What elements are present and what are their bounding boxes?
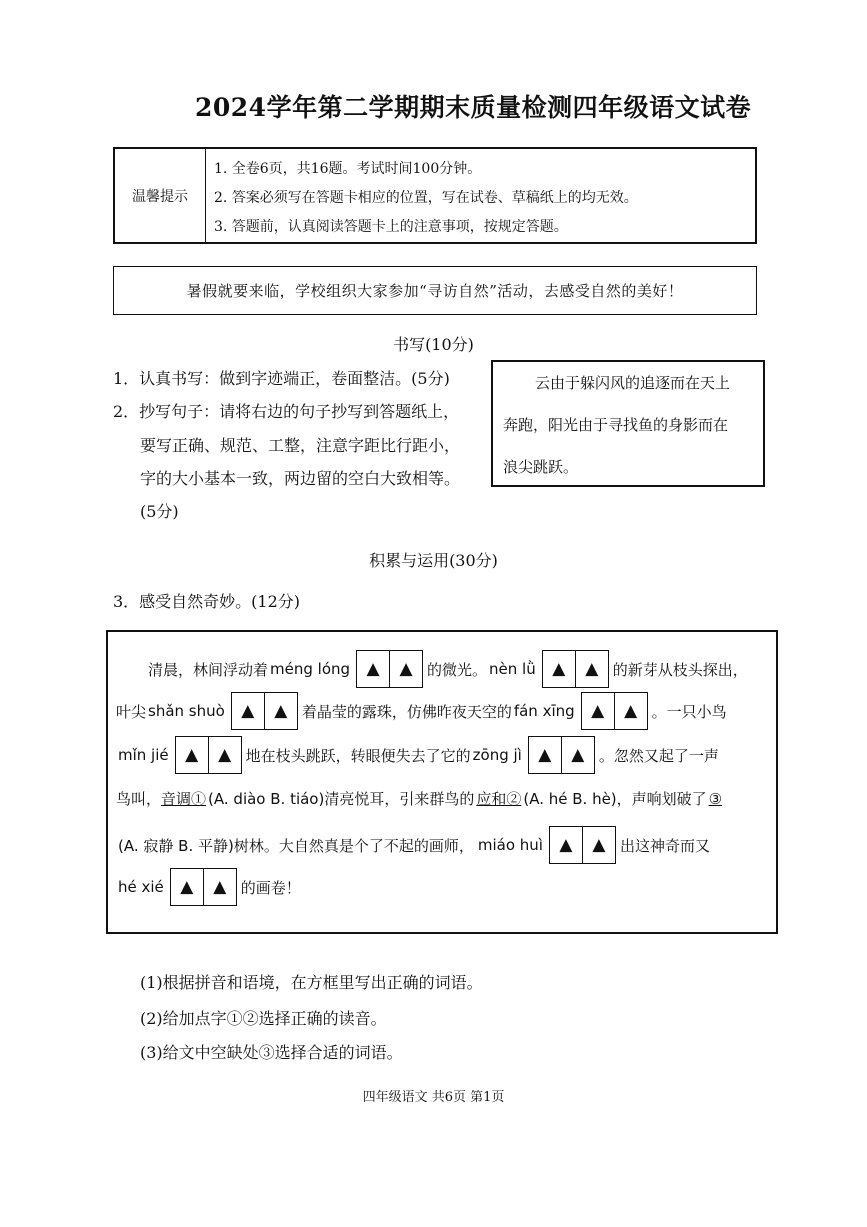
pinyin: fán xīng: [513, 702, 575, 720]
passage-text: 的新芽从枝头探出，: [612, 660, 748, 679]
triangle-icon: ▲: [582, 827, 615, 863]
sample-line: 奔跑，阳光由于寻找鱼的身影而在: [503, 416, 729, 434]
passage-text: 着晶莹的露珠，仿佛昨夜天空的: [301, 702, 512, 721]
question-2-line: 字的大小基本一致，两边留的空白大致相等。: [140, 469, 461, 488]
tips-box: [113, 147, 757, 244]
passage-text: 叶尖: [116, 702, 147, 721]
sub-question-3: (3)给文中空缺处③选择合适的词语。: [140, 1043, 403, 1062]
answer-box[interactable]: [528, 736, 595, 774]
underlined-word: 应和②: [476, 790, 522, 808]
triangle-icon: ▲: [208, 737, 241, 773]
triangle-icon: ▲: [389, 651, 422, 687]
blank-marker: ③: [708, 789, 723, 808]
pinyin: hé xié: [118, 878, 164, 896]
triangle-icon: ▲: [180, 877, 194, 897]
answer-box[interactable]: [175, 736, 242, 774]
question-2-line: 2．抄写句子：请将右边的句子抄写到答题纸上，: [113, 402, 460, 421]
answer-box[interactable]: [542, 650, 609, 688]
triangle-icon: ▲: [559, 835, 573, 855]
triangle-icon: ▲: [614, 693, 647, 729]
sample-sentence-box: [491, 360, 765, 487]
passage-text: 出这神奇而又: [619, 836, 710, 855]
section-heading-writing: 书写(10分): [393, 335, 474, 354]
pinyin: mǐn jié: [118, 746, 169, 764]
answer-box[interactable]: [356, 650, 423, 688]
tip-item: 1. 全卷6页，共16题。考试时间100分钟。: [214, 161, 482, 177]
pinyin: zōng jì: [472, 746, 522, 764]
sub-question-2: (2)给加点字①②选择正确的读音。: [140, 1009, 387, 1028]
page-title: 2024学年第二学期期末质量检测四年级语文试卷: [195, 93, 752, 122]
pinyin: shǎn shuò: [148, 702, 225, 720]
sub-question-1: (1)根据拼音和语境，在方框里写出正确的词语。: [140, 973, 483, 992]
triangle-icon: ▲: [575, 651, 608, 687]
options: (A. hé B. hè)，声响划破了: [523, 790, 707, 808]
passage-line-1: [148, 650, 748, 688]
options: (A. diào B. tiáo)清亮悦耳，引来群鸟的: [208, 790, 475, 808]
passage-line-6: [116, 868, 301, 906]
triangle-icon: ▲: [366, 659, 380, 679]
passage-text: 的微光。: [427, 660, 488, 679]
passage-line-4: [116, 788, 722, 809]
passage-text: 。一只小鸟: [651, 702, 727, 721]
page-footer: 四年级语文 共6页 第1页: [362, 1090, 505, 1105]
passage-line-5: [116, 826, 710, 864]
triangle-icon: ▲: [264, 693, 297, 729]
underlined-word: 音调①: [161, 790, 207, 808]
tip-item: 2. 答案必须写在答题卡相应的位置，写在试卷、草稿纸上的均无效。: [214, 190, 638, 206]
tip-item: 3. 答题前，认真阅读答题卡上的注意事项，按规定答题。: [214, 219, 568, 235]
sample-line: 浪尖跳跃。: [503, 458, 579, 476]
passage-text: (A. 寂静 B. 平静)树林。大自然真是个了不起的画师，: [118, 836, 474, 855]
theme-banner: 暑假就要来临，学校组织大家参加“寻访自然”活动，去感受自然的美好！: [113, 266, 757, 315]
passage-text: 地在枝头跳跃，转眼便失去了它的: [245, 746, 471, 765]
triangle-icon: ▲: [241, 701, 255, 721]
passage-text: 清晨，林间浮动着: [148, 660, 269, 679]
pinyin: nèn lǜ: [489, 660, 536, 678]
triangle-icon: ▲: [552, 659, 566, 679]
pinyin: miáo huì: [477, 836, 543, 854]
answer-box[interactable]: [231, 692, 298, 730]
passage-line-2: [116, 692, 727, 730]
answer-box[interactable]: [581, 692, 648, 730]
passage-line-3: [116, 736, 719, 774]
pinyin: méng lóng: [270, 660, 351, 678]
passage-text: 鸟叫，: [116, 790, 162, 808]
triangle-icon: ▲: [591, 701, 605, 721]
question-2-line: 要写正确、规范、工整，注意字距比行距小，: [140, 436, 461, 455]
passage-text: 的画卷！: [240, 878, 301, 897]
sample-line: 云由于躲闪风的追逐而在天上: [535, 374, 731, 392]
answer-box[interactable]: [549, 826, 616, 864]
answer-box[interactable]: [170, 868, 237, 906]
triangle-icon: ▲: [561, 737, 594, 773]
triangle-icon: ▲: [538, 745, 552, 765]
passage-box: [106, 630, 778, 934]
triangle-icon: ▲: [185, 745, 199, 765]
section-heading-accumulation: 积累与运用(30分): [369, 551, 498, 570]
question-3: 3．感受自然奇妙。(12分): [113, 592, 301, 611]
tips-label: 温馨提示: [115, 149, 206, 242]
question-2-line: (5分): [140, 502, 179, 521]
triangle-icon: ▲: [203, 869, 236, 905]
passage-text: 。忽然又起了一声: [598, 746, 719, 765]
question-1: 1．认真书写：做到字迹端正，卷面整洁。(5分): [113, 369, 450, 388]
